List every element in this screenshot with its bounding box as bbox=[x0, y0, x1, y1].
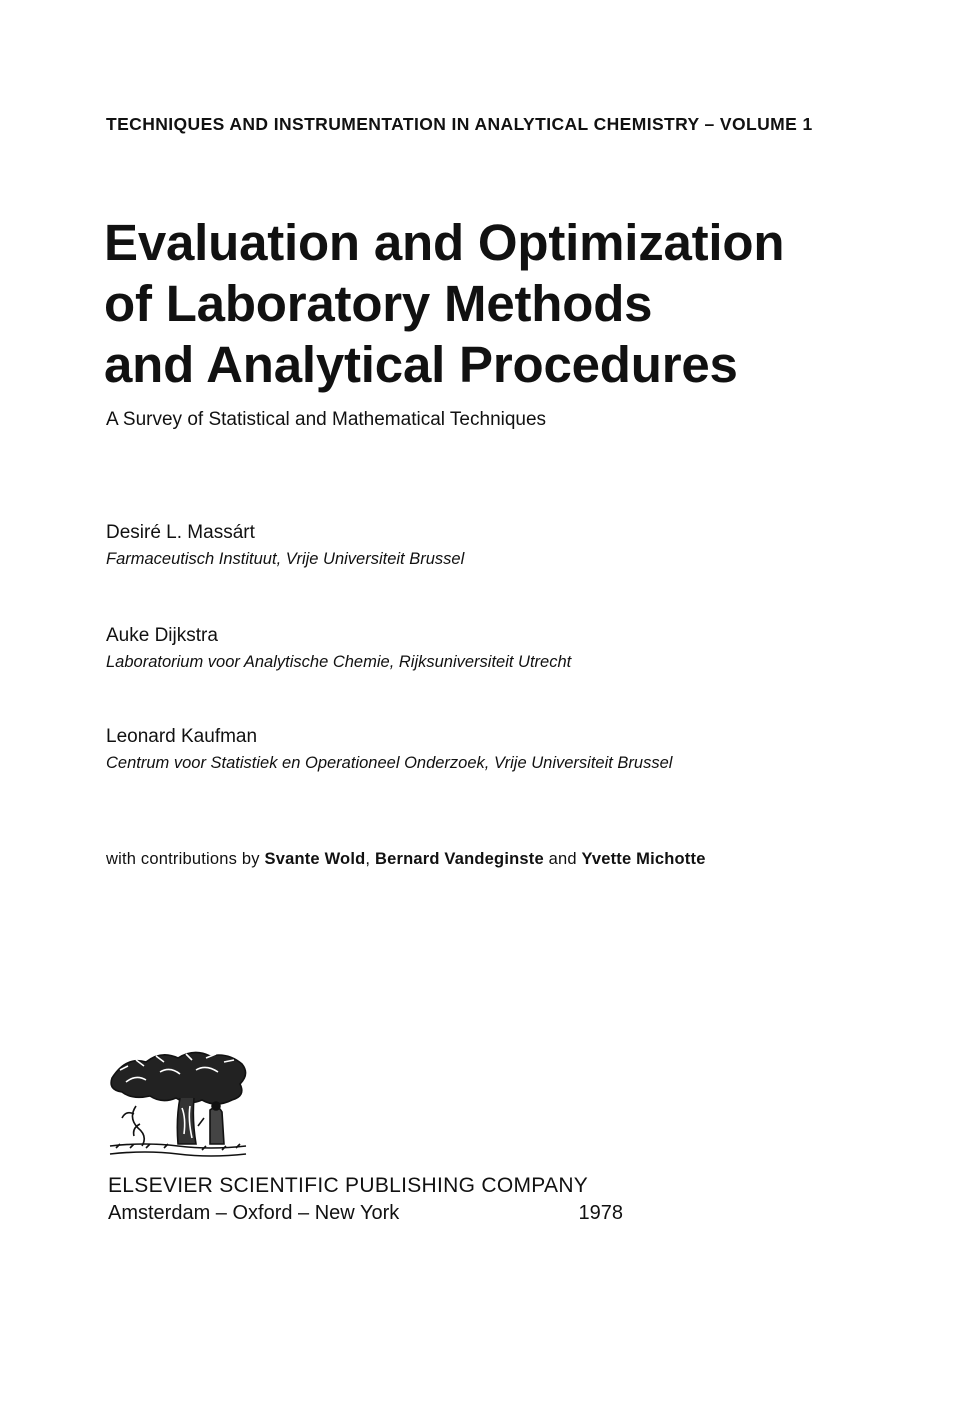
contributions-separator: and bbox=[543, 850, 582, 868]
author-affiliation: Centrum voor Statistiek en Operationeel Onderzoek, Vrije Universiteit Brussel bbox=[106, 754, 673, 772]
elsevier-tree-logo-icon bbox=[106, 1048, 250, 1160]
author-name: Auke Dijkstra bbox=[106, 625, 218, 646]
author-affiliation: Laboratorium voor Analytische Chemie, Rijksuniversiteit Utrecht bbox=[106, 653, 572, 671]
contributions-line bbox=[106, 850, 706, 869]
author-block bbox=[106, 726, 672, 773]
title-line-1: Evaluation and Optimization bbox=[104, 214, 785, 271]
book-title bbox=[104, 212, 784, 395]
book-subtitle: A Survey of Statistical and Mathematical Techniques bbox=[106, 409, 547, 430]
title-line-2: of Laboratory Methods bbox=[104, 275, 653, 332]
author-affiliation: Farmaceutisch Instituut, Vrije Universiteit Brussel bbox=[106, 550, 465, 568]
author-block bbox=[106, 625, 571, 672]
publisher-name: ELSEVIER SCIENTIFIC PUBLISHING COMPANY bbox=[108, 1174, 589, 1197]
publication-year: 1978 bbox=[578, 1202, 623, 1224]
author-block bbox=[106, 522, 464, 569]
publisher-places: Amsterdam – Oxford – New York bbox=[108, 1202, 400, 1224]
series-heading: TECHNIQUES AND INSTRUMENTATION IN ANALYTICAL CHEMISTRY – VOLUME 1 bbox=[106, 114, 813, 134]
author-name: Desiré L. Massárt bbox=[106, 522, 255, 543]
contributor-name: Svante Wold bbox=[264, 850, 366, 868]
contributor-name: Bernard Vandeginste bbox=[374, 850, 544, 868]
contributor-name: Yvette Michotte bbox=[581, 850, 706, 868]
contributions-separator: , bbox=[365, 850, 375, 868]
author-name: Leonard Kaufman bbox=[106, 726, 258, 747]
contributions-prefix: with contributions by bbox=[106, 850, 265, 868]
publisher-imprint bbox=[108, 1202, 623, 1225]
title-line-3: and Analytical Procedures bbox=[104, 336, 738, 393]
